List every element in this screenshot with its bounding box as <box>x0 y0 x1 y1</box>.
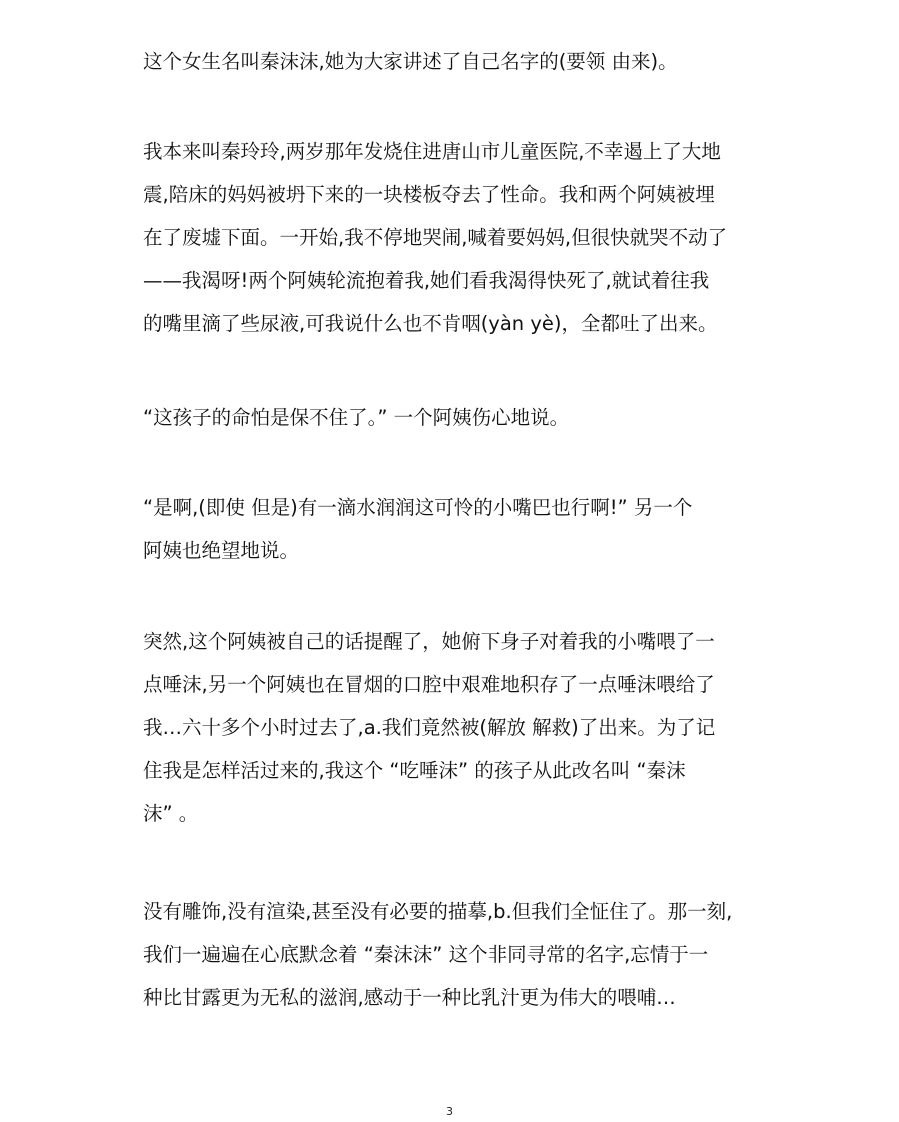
paragraph-story-start <box>143 130 753 345</box>
text-line: 的嘴里滴了些尿液,可我说什么也不肯咽(yàn yè)，全都吐了出来。 <box>143 312 718 335</box>
text-line: 种比甘露更为无私的滋润,感动于一种比乳汁更为伟大的喂哺… <box>143 986 676 1009</box>
text-line: 我本来叫秦玲玲,两岁那年发烧住进唐山市儿童医院,不幸遏上了大地 <box>143 140 721 163</box>
text-line: 这个女生名叫秦沫沫,她为大家讲述了自己名字的(要领 由来)。 <box>143 50 678 73</box>
paragraph-dialogue-1 <box>143 396 753 439</box>
text-line: 我…六十多个小时过去了,a.我们竟然被(解放 解救)了出来。为了记 <box>143 716 716 739</box>
text-line: “这孩子的命怕是保不住了。” 一个阿姨伤心地说。 <box>143 406 570 429</box>
text-line: “是啊,(即使 但是)有一滴水润润这可怜的小嘴巴也行啊!” 另一个 <box>143 496 693 519</box>
text-line: 沫” 。 <box>143 802 199 825</box>
text-line: ——我渴呀!两个阿姨轮流抱着我,她们看我渴得快死了,就试着往我 <box>143 269 710 292</box>
page-number: 3 <box>446 1105 453 1118</box>
text-line: 点唾沫,另一个阿姨也在冒烟的口腔中艰难地积存了一点唾沫喂给了 <box>143 673 715 696</box>
text-line: 在了废墟下面。一开始,我不停地哭闹,喊着要妈妈,但很快就哭不动了 <box>143 226 728 249</box>
text-line: 突然,这个阿姨被自己的话提醒了，她俯下身子对着我的小嘴喂了一 <box>143 630 715 653</box>
text-line: 住我是怎样活过来的,我这个 “吃唾沫” 的孩子从此改名叫 “秦沫 <box>143 759 686 782</box>
text-line: 我们一遍遍在心底默念着 “秦沫沫” 这个非同寻常的名字,忘情于一 <box>143 943 709 966</box>
text-line: 阿姨也绝望地说。 <box>143 539 300 562</box>
paragraph-dialogue-2 <box>143 486 753 572</box>
paragraph-intro <box>143 40 753 83</box>
paragraph-reflection <box>143 890 753 1019</box>
paragraph-rescue <box>143 620 753 835</box>
text-line: 没有雕饰,没有渲染,甚至没有必要的描摹,b.但我们全怔住了。那一刻, <box>143 900 733 923</box>
text-line: 震,陪床的妈妈被坍下来的一块楼板夺去了性命。我和两个阿姨被埋 <box>143 183 715 206</box>
